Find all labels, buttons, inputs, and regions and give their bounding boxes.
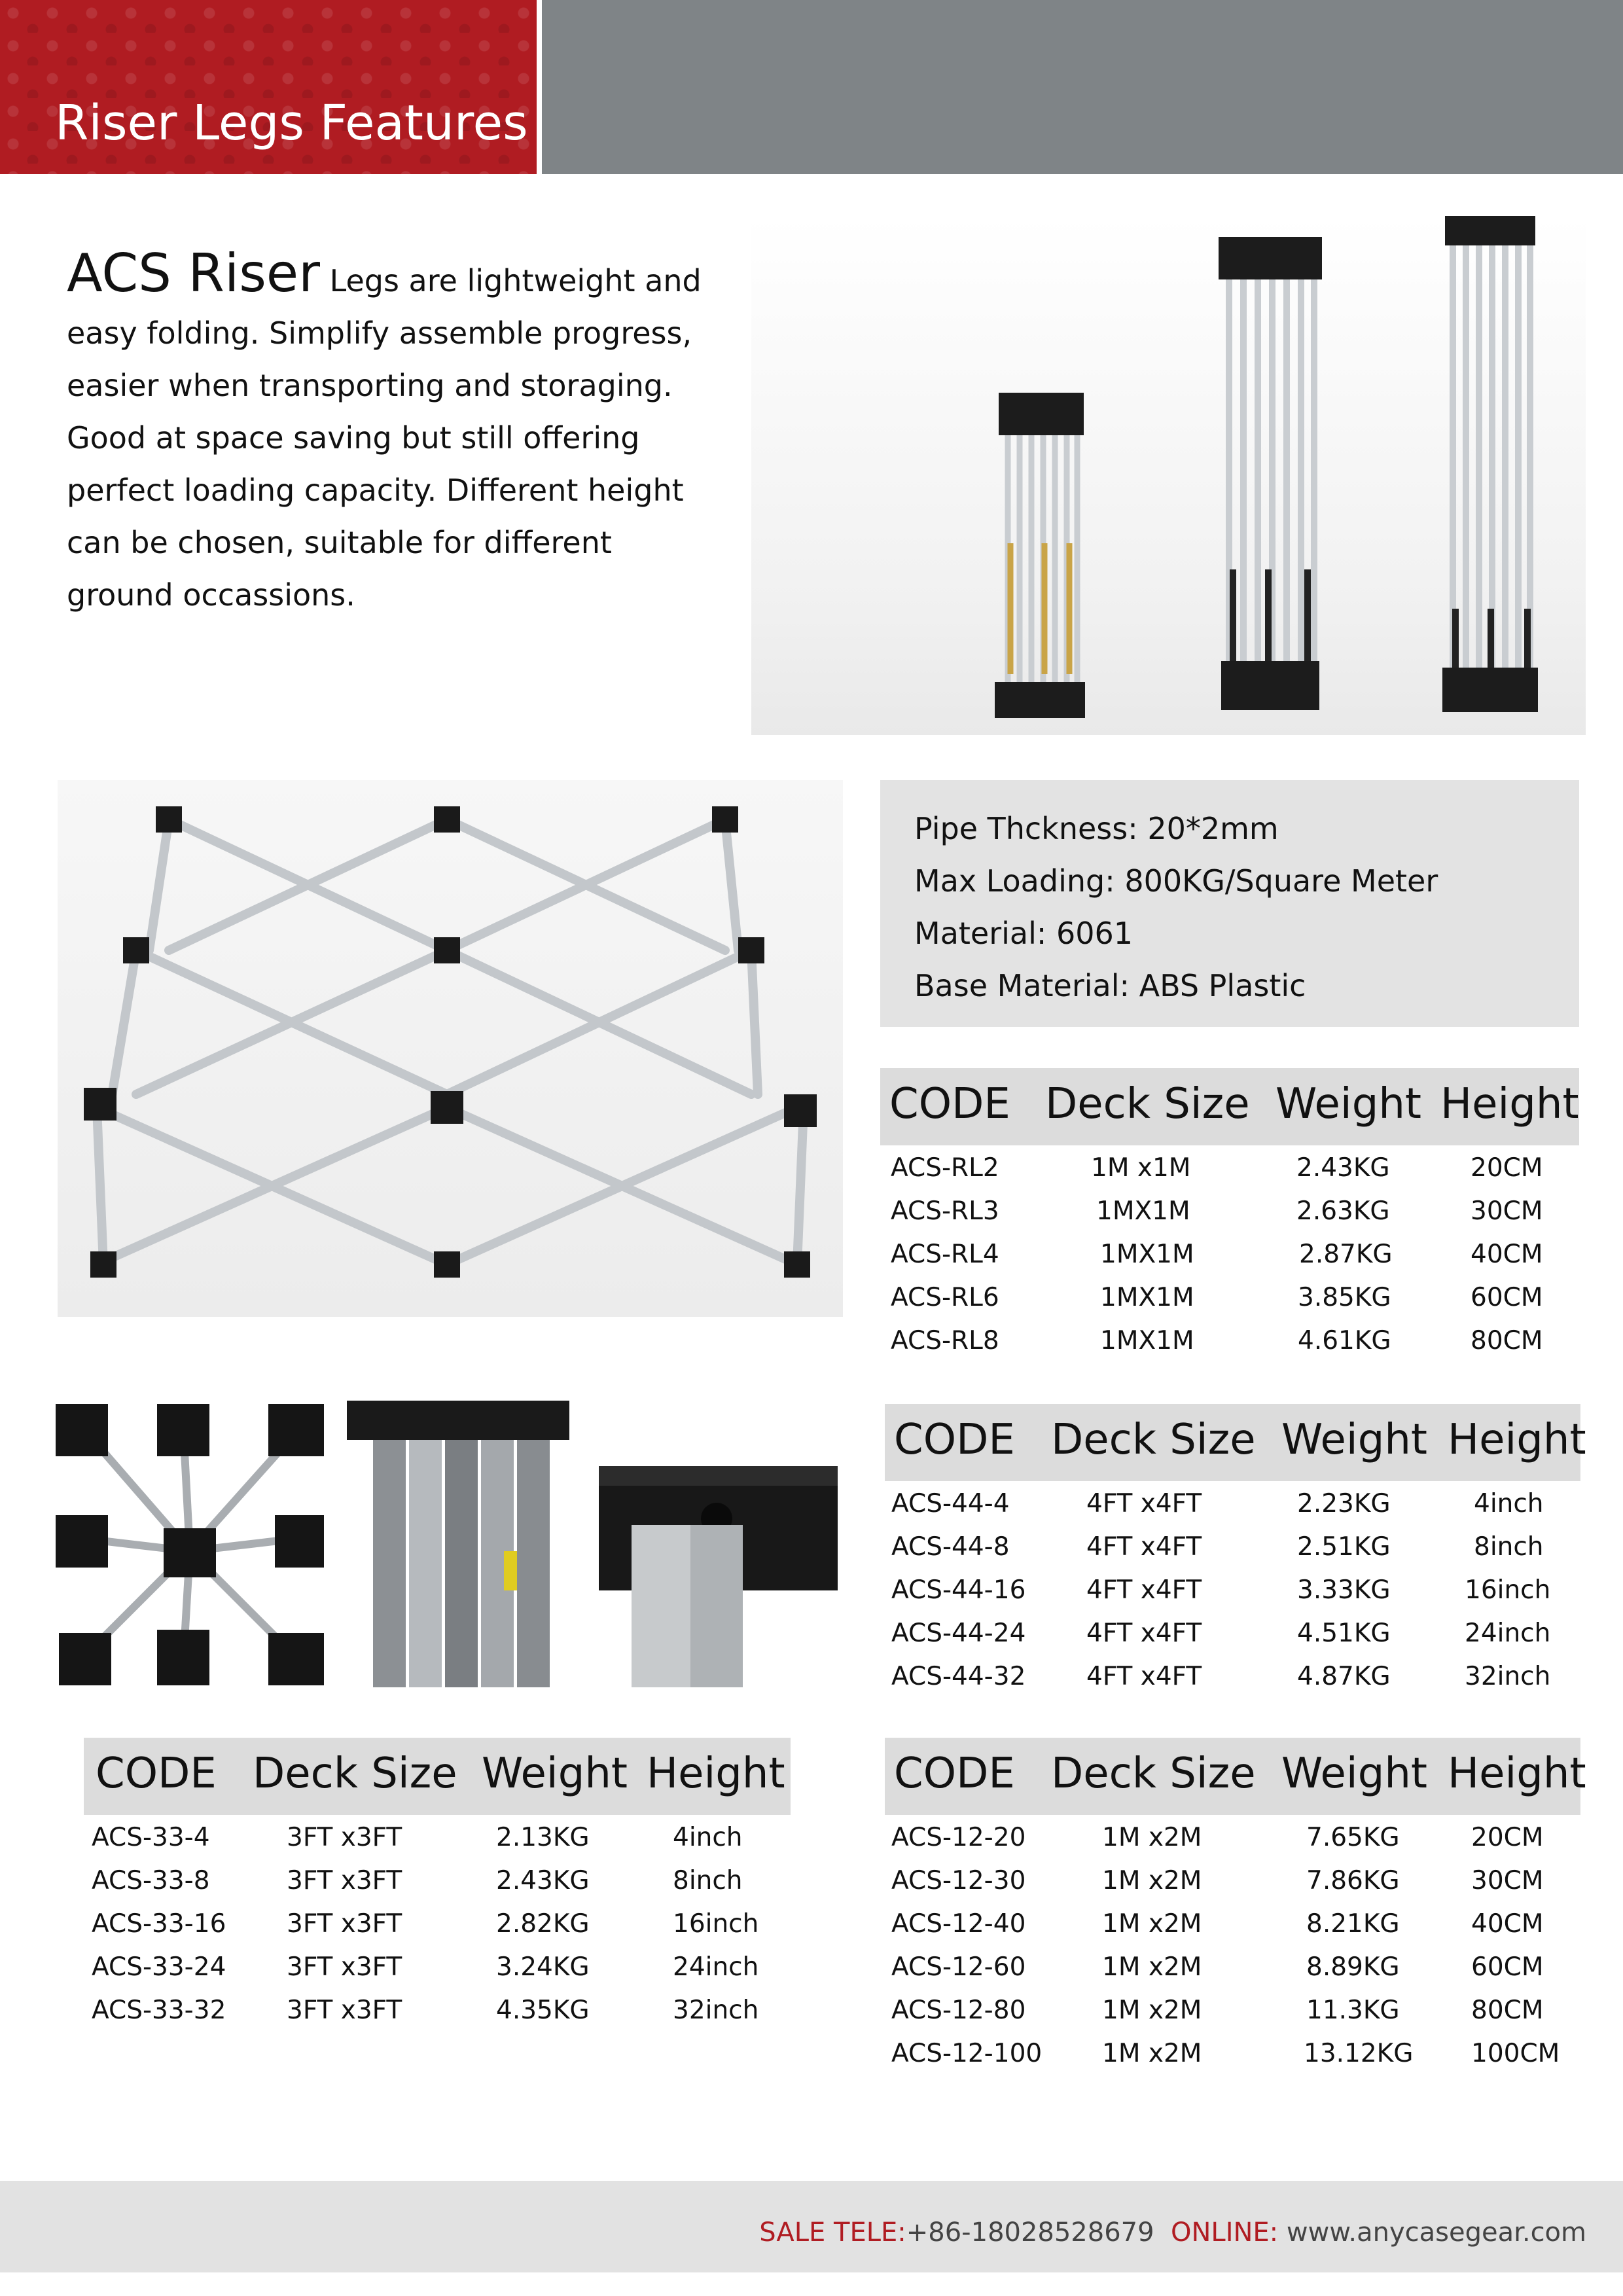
cell-code: ACS-12-20 <box>891 1823 1026 1852</box>
cell-height: 80CM <box>1471 1996 1544 2025</box>
cell-weight: 2.87KG <box>1299 1240 1393 1269</box>
col-weight: Weight <box>482 1749 628 1798</box>
col-code: CODE <box>889 1080 1010 1128</box>
cell-deck: 1MX1M <box>1096 1196 1190 1226</box>
cell-weight: 2.43KG <box>496 1866 590 1895</box>
cell-deck: 3FT x3FT <box>287 1996 402 2025</box>
footer-bar <box>0 2181 1623 2272</box>
cell-height: 30CM <box>1471 1196 1543 1226</box>
col-deck-size: Deck Size <box>1051 1749 1256 1798</box>
col-weight: Weight <box>1281 1749 1427 1798</box>
cell-weight: 8.21KG <box>1306 1909 1400 1939</box>
cell-deck: 1MX1M <box>1100 1283 1194 1312</box>
online-label: ONLINE: <box>1171 2217 1279 2248</box>
cell-height: 16inch <box>673 1909 759 1939</box>
cell-weight: 4.87KG <box>1297 1662 1391 1691</box>
cell-deck: 1MX1M <box>1100 1326 1194 1355</box>
cell-weight: 3.85KG <box>1298 1283 1391 1312</box>
cell-deck: 1M x1M <box>1091 1153 1191 1183</box>
cell-code: ACS-33-8 <box>92 1866 210 1895</box>
cell-deck: 3FT x3FT <box>287 1909 402 1939</box>
cell-deck: 3FT x3FT <box>287 1952 402 1982</box>
cell-weight: 2.63KG <box>1296 1196 1390 1226</box>
cell-height: 4inch <box>1474 1489 1544 1518</box>
cell-weight: 4.51KG <box>1297 1619 1391 1648</box>
cell-weight: 2.51KG <box>1297 1532 1391 1562</box>
cell-code: ACS-RL4 <box>891 1240 999 1269</box>
intro-line: Good at space saving but still offering <box>67 420 640 456</box>
intro-lead: ACS Riser <box>67 243 320 304</box>
cell-deck: 1M x2M <box>1102 1823 1202 1852</box>
col-height: Height <box>647 1749 785 1798</box>
col-weight: Weight <box>1281 1416 1427 1464</box>
cell-weight: 2.43KG <box>1296 1153 1390 1183</box>
col-deck-size: Deck Size <box>1051 1416 1256 1464</box>
table-header <box>885 1738 1586 1815</box>
spec-base-material: Base Material: ABS Plastic <box>914 968 1306 1003</box>
cell-weight: 2.82KG <box>496 1909 590 1939</box>
unfolded-frame-photo <box>58 780 843 1317</box>
col-code: CODE <box>96 1749 217 1798</box>
cell-height: 80CM <box>1471 1326 1543 1355</box>
col-code: CODE <box>894 1749 1015 1798</box>
cell-height: 60CM <box>1471 1952 1544 1982</box>
cell-deck: 4FT x4FT <box>1086 1575 1202 1605</box>
cell-code: ACS-44-8 <box>891 1532 1010 1562</box>
spec-max-loading: Max Loading: 800KG/Square Meter <box>914 863 1438 899</box>
cell-deck: 4FT x4FT <box>1086 1662 1202 1691</box>
cell-weight: 3.33KG <box>1297 1575 1391 1605</box>
cell-height: 20CM <box>1471 1823 1544 1852</box>
intro-line: perfect loading capacity. Different height <box>67 473 684 508</box>
specifications-box <box>880 780 1579 1027</box>
cell-code: ACS-44-4 <box>891 1489 1010 1518</box>
contact-line <box>759 2217 1586 2248</box>
page-title: Riser Legs Features <box>55 95 528 151</box>
cell-height: 20CM <box>1471 1153 1543 1183</box>
cell-height: 40CM <box>1471 1909 1544 1939</box>
cell-code: ACS-44-32 <box>891 1662 1026 1691</box>
base-connector-photo <box>592 1401 844 1687</box>
cell-weight: 11.3KG <box>1306 1996 1400 2025</box>
cell-code: ACS-RL6 <box>891 1283 999 1312</box>
short-leg-image <box>995 393 1085 718</box>
cell-weight: 4.35KG <box>496 1996 590 2025</box>
spec-pipe-thickness: Pipe Thckness: 20*2mm <box>914 811 1279 846</box>
cell-height: 40CM <box>1471 1240 1543 1269</box>
cell-height: 8inch <box>1474 1532 1544 1562</box>
riser-legs-photo <box>751 216 1586 735</box>
cell-code: ACS-44-16 <box>891 1575 1026 1605</box>
table-header <box>84 1738 791 1815</box>
col-height: Height <box>1448 1749 1586 1798</box>
cell-code: ACS-RL2 <box>891 1153 999 1183</box>
cell-deck: 4FT x4FT <box>1086 1489 1202 1518</box>
folded-top-view-photo <box>52 1401 327 1687</box>
col-deck-size: Deck Size <box>253 1749 457 1798</box>
cell-deck: 4FT x4FT <box>1086 1619 1202 1648</box>
cell-height: 60CM <box>1471 1283 1543 1312</box>
intro-line: can be chosen, suitable for different <box>67 525 612 560</box>
tele-label: SALE TELE: <box>759 2217 906 2248</box>
cell-weight: 7.65KG <box>1306 1823 1400 1852</box>
cell-deck: 3FT x3FT <box>287 1866 402 1895</box>
cell-deck: 1M x2M <box>1102 1996 1202 2025</box>
col-code: CODE <box>894 1416 1015 1464</box>
intro-lead-rest: Legs are lightweight and <box>320 263 702 298</box>
cell-deck: 1MX1M <box>1100 1240 1194 1269</box>
cell-code: ACS-12-80 <box>891 1996 1026 2025</box>
cell-weight: 3.24KG <box>496 1952 590 1982</box>
cell-weight: 8.89KG <box>1306 1952 1400 1982</box>
cell-code: ACS-12-30 <box>891 1866 1026 1895</box>
cell-deck: 1M x2M <box>1102 1909 1202 1939</box>
cell-weight: 4.61KG <box>1298 1326 1391 1355</box>
cell-weight: 13.12KG <box>1304 2039 1414 2068</box>
cell-height: 32inch <box>1465 1662 1551 1691</box>
cell-weight: 2.23KG <box>1297 1489 1391 1518</box>
cell-deck: 1M x2M <box>1102 2039 1202 2068</box>
cell-height: 100CM <box>1471 2039 1560 2068</box>
spec-material: Material: 6061 <box>914 916 1133 951</box>
cell-deck: 3FT x3FT <box>287 1823 402 1852</box>
cell-deck: 1M x2M <box>1102 1952 1202 1982</box>
medium-leg-image <box>1219 237 1322 710</box>
cell-code: ACS-RL3 <box>891 1196 999 1226</box>
intro-line: easy folding. Simplify assemble progress, <box>67 315 692 351</box>
cell-code: ACS-RL8 <box>891 1326 999 1355</box>
cell-code: ACS-44-24 <box>891 1619 1026 1648</box>
cell-code: ACS-33-32 <box>92 1996 226 2025</box>
cell-code: ACS-12-40 <box>891 1909 1026 1939</box>
cell-height: 16inch <box>1465 1575 1551 1605</box>
cell-height: 30CM <box>1471 1866 1544 1895</box>
col-height: Height <box>1440 1080 1579 1128</box>
cell-code: ACS-12-60 <box>891 1952 1026 1982</box>
intro-paragraph <box>67 243 715 621</box>
tall-leg-image <box>1442 216 1538 712</box>
cell-code: ACS-12-100 <box>891 2039 1043 2068</box>
cell-deck: 1M x2M <box>1102 1866 1202 1895</box>
pipe-closeup-photo <box>347 1401 569 1687</box>
cell-height: 24inch <box>1465 1619 1551 1648</box>
intro-line: easier when transporting and storaging. <box>67 368 673 403</box>
website-link[interactable]: www.anycasegear.com <box>1286 2217 1586 2248</box>
col-height: Height <box>1448 1416 1586 1464</box>
cell-code: ACS-33-16 <box>92 1909 226 1939</box>
table-header <box>885 1404 1586 1481</box>
cell-height: 8inch <box>673 1866 743 1895</box>
cell-weight: 2.13KG <box>496 1823 590 1852</box>
col-weight: Weight <box>1275 1080 1421 1128</box>
tele-value[interactable]: +86-18028528679 <box>906 2217 1154 2248</box>
col-deck-size: Deck Size <box>1045 1080 1250 1128</box>
intro-line: ground occassions. <box>67 577 355 613</box>
cell-code: ACS-33-24 <box>92 1952 226 1982</box>
header-gray-band <box>542 0 1623 174</box>
table-header <box>880 1068 1579 1145</box>
cell-height: 4inch <box>673 1823 743 1852</box>
cell-weight: 7.86KG <box>1306 1866 1400 1895</box>
cell-code: ACS-33-4 <box>92 1823 210 1852</box>
cell-height: 32inch <box>673 1996 759 2025</box>
cell-height: 24inch <box>673 1952 759 1982</box>
cell-deck: 4FT x4FT <box>1086 1532 1202 1562</box>
